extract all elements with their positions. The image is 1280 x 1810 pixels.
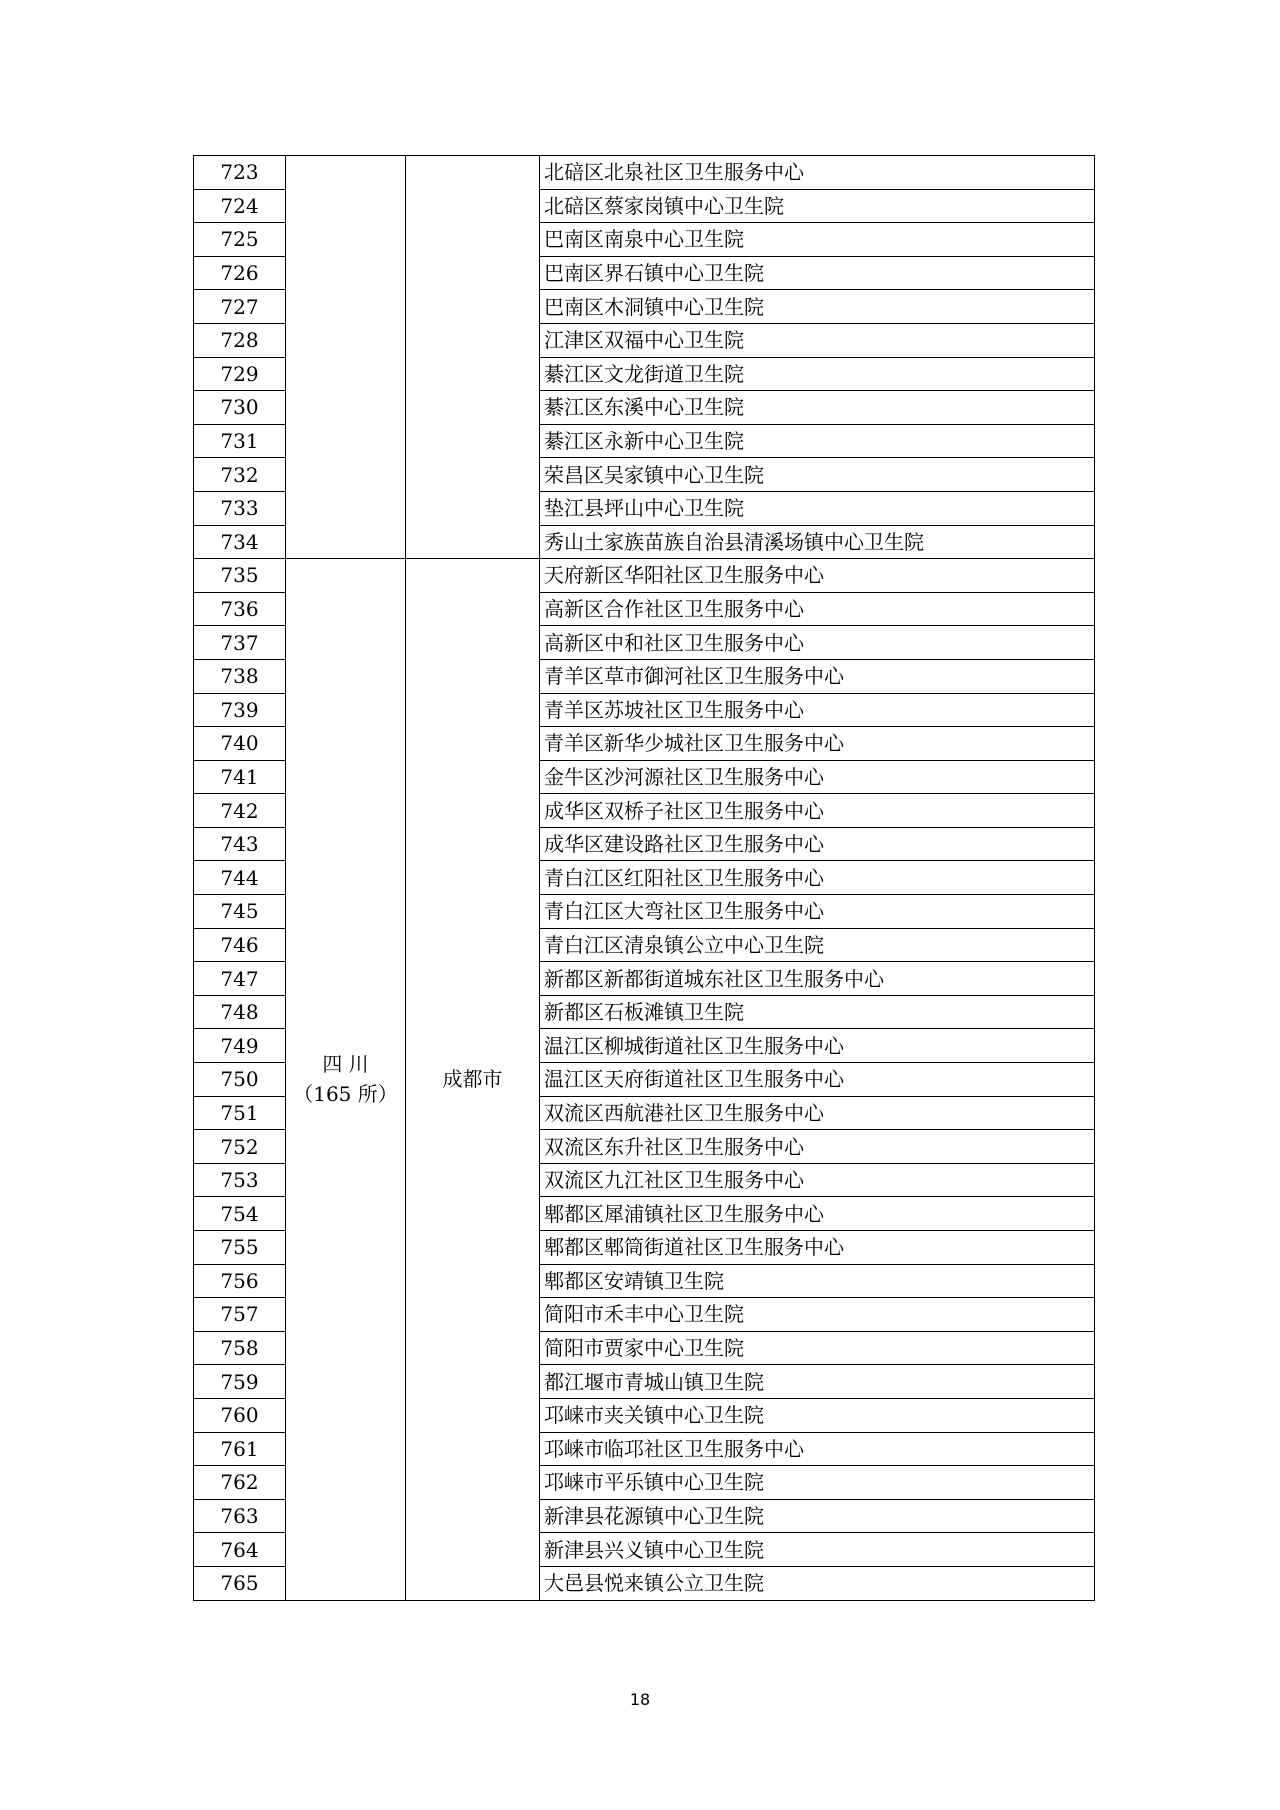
row-number-cell: 744 — [194, 861, 286, 895]
institution-name-cell: 双流区九江社区卫生服务中心 — [540, 1163, 1095, 1197]
institution-name-cell: 简阳市禾丰中心卫生院 — [540, 1298, 1095, 1332]
institution-name-cell: 北碚区蔡家岗镇中心卫生院 — [540, 189, 1095, 223]
row-number-cell: 739 — [194, 693, 286, 727]
institution-name-cell: 都江堰市青城山镇卫生院 — [540, 1365, 1095, 1399]
institution-name-cell: 青羊区草市御河社区卫生服务中心 — [540, 659, 1095, 693]
row-number-cell: 724 — [194, 189, 286, 223]
row-number-cell: 736 — [194, 592, 286, 626]
institution-name-cell: 新都区石板滩镇卫生院 — [540, 995, 1095, 1029]
row-number-cell: 732 — [194, 458, 286, 492]
row-number-cell: 757 — [194, 1298, 286, 1332]
institution-name-cell: 新津县花源镇中心卫生院 — [540, 1499, 1095, 1533]
row-number-cell: 748 — [194, 995, 286, 1029]
table-row — [194, 156, 1095, 190]
row-number-cell: 749 — [194, 1029, 286, 1063]
row-number-cell: 750 — [194, 1063, 286, 1097]
row-number-cell: 741 — [194, 760, 286, 794]
row-number-cell: 747 — [194, 962, 286, 996]
row-number-cell: 756 — [194, 1264, 286, 1298]
row-number-cell: 742 — [194, 794, 286, 828]
institution-name-cell: 巴南区界石镇中心卫生院 — [540, 256, 1095, 290]
institution-name-cell: 温江区柳城街道社区卫生服务中心 — [540, 1029, 1095, 1063]
row-number-cell: 737 — [194, 626, 286, 660]
province-cell — [286, 559, 406, 1600]
province-label — [293, 1049, 398, 1109]
province-cell — [286, 156, 406, 559]
institution-name-cell: 新都区新都街道城东社区卫生服务中心 — [540, 962, 1095, 996]
row-number-cell: 764 — [194, 1533, 286, 1567]
row-number-cell: 751 — [194, 1096, 286, 1130]
row-number-cell: 746 — [194, 928, 286, 962]
city-cell — [406, 156, 540, 559]
row-number-cell: 723 — [194, 156, 286, 190]
institution-name-cell: 成华区建设路社区卫生服务中心 — [540, 827, 1095, 861]
institution-name-cell: 郫都区郫筒街道社区卫生服务中心 — [540, 1231, 1095, 1265]
row-number-cell: 726 — [194, 256, 286, 290]
page-number: 18 — [629, 1690, 651, 1709]
city-cell: 成都市 — [406, 559, 540, 1600]
row-number-cell: 733 — [194, 491, 286, 525]
row-number-cell: 728 — [194, 323, 286, 357]
institution-name-cell: 綦江区文龙街道卫生院 — [540, 357, 1095, 391]
institution-name-cell: 青白江区大弯社区卫生服务中心 — [540, 895, 1095, 929]
institution-table — [193, 155, 1095, 1601]
institution-name-cell: 綦江区东溪中心卫生院 — [540, 391, 1095, 425]
row-number-cell: 755 — [194, 1231, 286, 1265]
institution-name-cell: 綦江区永新中心卫生院 — [540, 424, 1095, 458]
institution-name-cell: 青白江区清泉镇公立中心卫生院 — [540, 928, 1095, 962]
row-number-cell: 760 — [194, 1398, 286, 1432]
row-number-cell: 735 — [194, 559, 286, 593]
province-count: （165 所） — [293, 1082, 398, 1107]
institution-name-cell: 高新区中和社区卫生服务中心 — [540, 626, 1095, 660]
row-number-cell: 753 — [194, 1163, 286, 1197]
institution-name-cell: 邛崃市夹关镇中心卫生院 — [540, 1398, 1095, 1432]
row-number-cell: 734 — [194, 525, 286, 559]
institution-name-cell: 青羊区新华少城社区卫生服务中心 — [540, 727, 1095, 761]
row-number-cell: 754 — [194, 1197, 286, 1231]
row-number-cell: 743 — [194, 827, 286, 861]
institution-name-cell: 邛崃市临邛社区卫生服务中心 — [540, 1432, 1095, 1466]
institution-name-cell: 金牛区沙河源社区卫生服务中心 — [540, 760, 1095, 794]
row-number-cell: 725 — [194, 223, 286, 257]
institution-name-cell: 高新区合作社区卫生服务中心 — [540, 592, 1095, 626]
institution-name-cell: 天府新区华阳社区卫生服务中心 — [540, 559, 1095, 593]
institution-name-cell: 邛崃市平乐镇中心卫生院 — [540, 1466, 1095, 1500]
institution-name-cell: 郫都区安靖镇卫生院 — [540, 1264, 1095, 1298]
table-row — [194, 559, 1095, 593]
institution-name-cell: 江津区双福中心卫生院 — [540, 323, 1095, 357]
institution-name-cell: 温江区天府街道社区卫生服务中心 — [540, 1063, 1095, 1097]
province-name: 四 川 — [322, 1052, 369, 1077]
row-number-cell: 763 — [194, 1499, 286, 1533]
institution-name-cell: 巴南区木洞镇中心卫生院 — [540, 290, 1095, 324]
row-number-cell: 745 — [194, 895, 286, 929]
institution-name-cell: 荣昌区吴家镇中心卫生院 — [540, 458, 1095, 492]
institution-name-cell: 垫江县坪山中心卫生院 — [540, 491, 1095, 525]
institution-name-cell: 秀山土家族苗族自治县清溪场镇中心卫生院 — [540, 525, 1095, 559]
row-number-cell: 759 — [194, 1365, 286, 1399]
institution-name-cell: 大邑县悦来镇公立卫生院 — [540, 1566, 1095, 1600]
row-number-cell: 730 — [194, 391, 286, 425]
institution-name-cell: 新津县兴义镇中心卫生院 — [540, 1533, 1095, 1567]
row-number-cell: 758 — [194, 1331, 286, 1365]
row-number-cell: 765 — [194, 1566, 286, 1600]
institution-name-cell: 简阳市贾家中心卫生院 — [540, 1331, 1095, 1365]
row-number-cell: 731 — [194, 424, 286, 458]
institution-name-cell: 青羊区苏坡社区卫生服务中心 — [540, 693, 1095, 727]
row-number-cell: 761 — [194, 1432, 286, 1466]
row-number-cell: 729 — [194, 357, 286, 391]
institution-name-cell: 青白江区红阳社区卫生服务中心 — [540, 861, 1095, 895]
institution-name-cell: 双流区东升社区卫生服务中心 — [540, 1130, 1095, 1164]
institution-name-cell: 双流区西航港社区卫生服务中心 — [540, 1096, 1095, 1130]
institution-name-cell: 北碚区北泉社区卫生服务中心 — [540, 156, 1095, 190]
row-number-cell: 752 — [194, 1130, 286, 1164]
institution-name-cell: 郫都区犀浦镇社区卫生服务中心 — [540, 1197, 1095, 1231]
institution-table-body — [194, 156, 1095, 1601]
institution-name-cell: 巴南区南泉中心卫生院 — [540, 223, 1095, 257]
row-number-cell: 740 — [194, 727, 286, 761]
row-number-cell: 738 — [194, 659, 286, 693]
row-number-cell: 727 — [194, 290, 286, 324]
row-number-cell: 762 — [194, 1466, 286, 1500]
institution-name-cell: 成华区双桥子社区卫生服务中心 — [540, 794, 1095, 828]
